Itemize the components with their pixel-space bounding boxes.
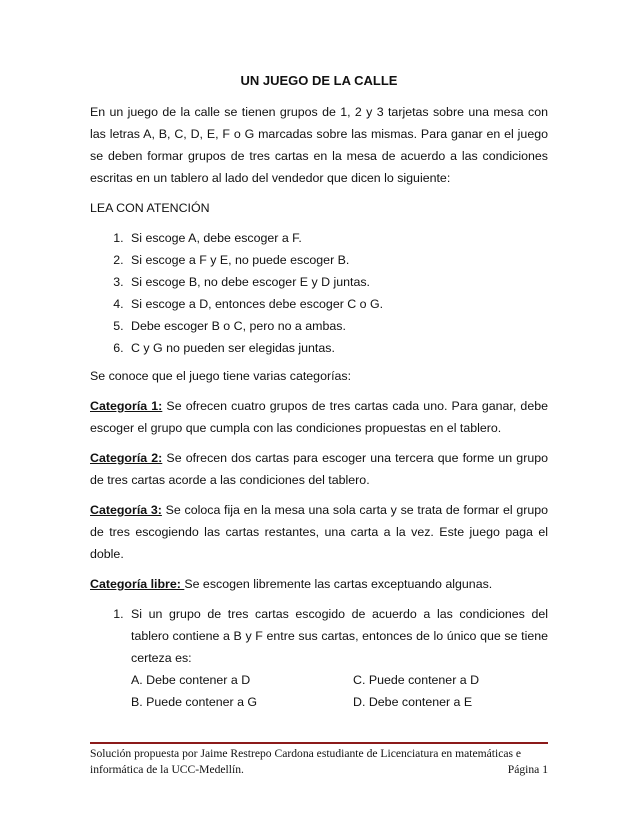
rules-list: [90, 227, 548, 359]
category-label: Categoría 3:: [90, 503, 162, 517]
rule-item: 5. Debe escoger B o C, pero no a ambas.: [127, 315, 548, 337]
category-paragraph: [90, 573, 548, 595]
categories-intro: Se conoce que el juego tiene varias categorías:: [90, 369, 352, 383]
category-text: Se ofrecen cuatro grupos de tres cartas cada uno. Para ganar, debe escoger el grupo que cumpla con las condiciones propuestas en el tablero.: [90, 399, 548, 435]
option-c: C. Puede contener a D: [353, 673, 480, 687]
question-item: [127, 603, 548, 713]
footer-row: [90, 762, 548, 778]
category-label: Categoría libre:: [90, 577, 185, 591]
rule-item: 6. C y G no pueden ser elegidas juntas.: [127, 337, 548, 359]
rule-item: 1. Si escoge A, debe escoger a F.: [127, 227, 548, 249]
read-heading: LEA CON ATENCIÓN: [90, 201, 210, 215]
page-footer: [90, 742, 548, 778]
category-text: Se escogen libremente las cartas exceptuando algunas.: [184, 577, 493, 591]
question-text: 1. Si un grupo de tres cartas escogido de acuerdo a las condiciones del tablero contiene a B y F entre sus cartas, entonces de lo único que se tiene certeza es:: [131, 607, 548, 665]
answer-options: [131, 669, 548, 713]
category-paragraph: [90, 499, 548, 565]
category-text: Se ofrecen dos cartas para escoger una tercera que forme un grupo de tres cartas acorde a las condiciones del tablero.: [90, 451, 548, 487]
page-number: Página 1: [507, 763, 548, 776]
option-a: A. Debe contener a D: [131, 673, 251, 687]
questions-list: [90, 603, 548, 713]
category-paragraph: [90, 395, 548, 439]
footer-line-1: Solución propuesta por Jaime Restrepo Cardona estudiante de Licenciatura en matemáticas e: [90, 747, 522, 760]
rule-item: 2. Si escoge a F y E, no puede escoger B.: [127, 249, 548, 271]
rule-item: 4. Si escoge a D, entonces debe escoger C o G.: [127, 293, 548, 315]
category-paragraph: [90, 447, 548, 491]
option-b: B. Puede contener a G: [131, 695, 258, 709]
option-d: D. Debe contener a E: [353, 695, 473, 709]
intro-paragraph: En un juego de la calle se tienen grupos de 1, 2 y 3 tarjetas sobre una mesa con las letras A, B, C, D, E, F o G marcadas sobre las mismas. Para ganar en el juego se deben formar grupos de tres cartas en la mesa de acuerdo a las condiciones escritas en un tablero al lado del vendedor que dicen lo siguiente:: [90, 105, 548, 185]
category-text: Se coloca fija en la mesa una sola carta y se trata de formar el grupo de tres escogiendo las cartas restantes, una carta a la vez. Este juego paga el doble.: [90, 503, 549, 561]
document-body: [90, 70, 548, 713]
category-label: Categoría 2:: [90, 451, 163, 465]
footer-line-2: informática de la UCC-Medellín.: [90, 763, 244, 776]
rule-item: 3. Si escoge B, no debe escoger E y D juntas.: [127, 271, 548, 293]
document-title: UN JUEGO DE LA CALLE: [240, 73, 398, 88]
category-label: Categoría 1:: [90, 399, 163, 413]
